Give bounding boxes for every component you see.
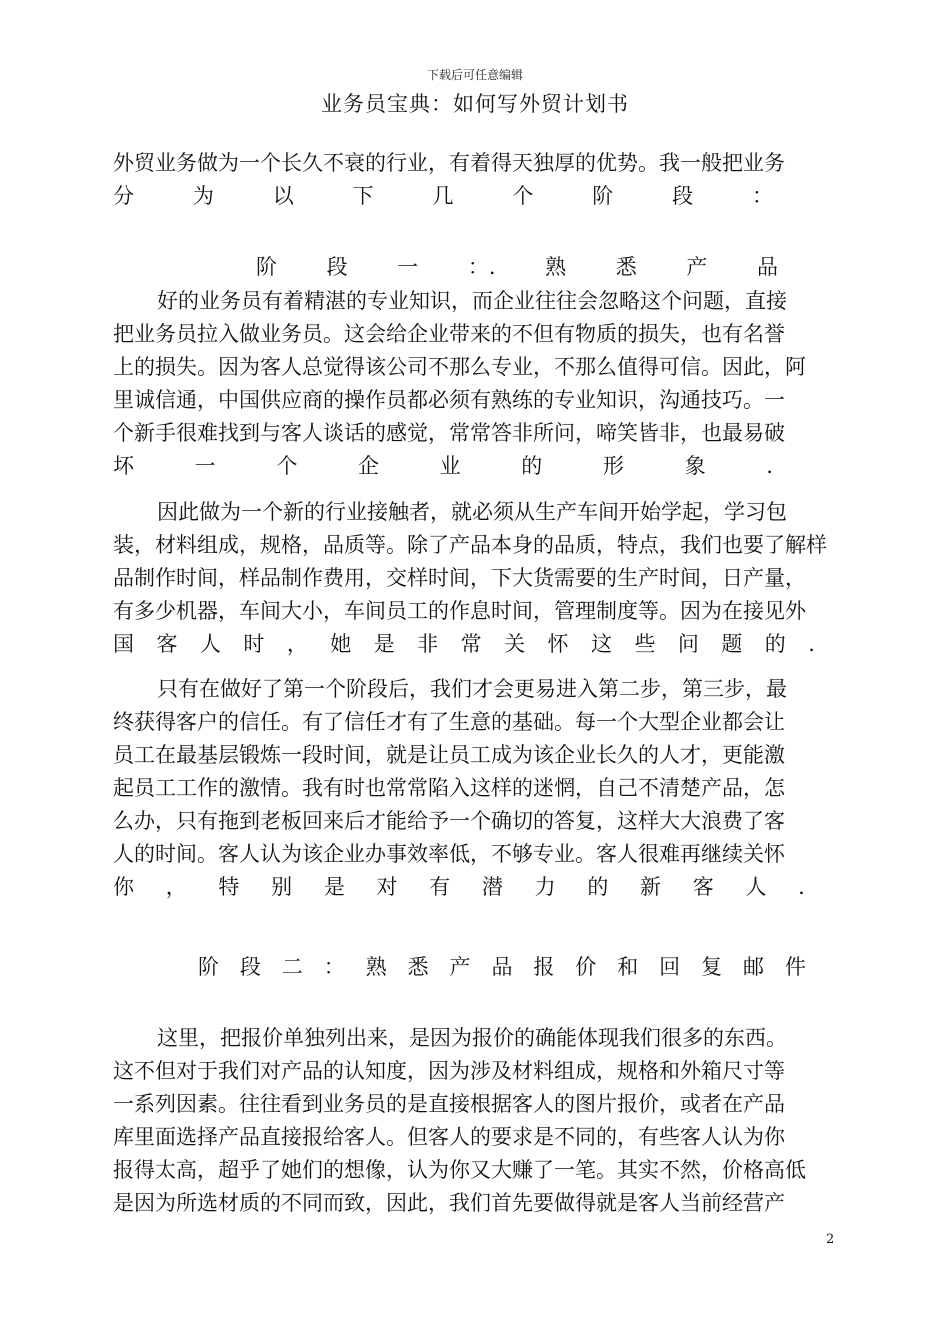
char: 产	[449, 955, 471, 979]
char: 潜	[481, 875, 503, 899]
paragraph-line: 品制作时间，样品制作费用，交样时间，下大货需要的生产时间，日产量，	[113, 566, 806, 590]
char: 象	[684, 454, 706, 478]
stage1-paragraph-1	[113, 285, 837, 483]
paragraph-line: 起员工工作的激情。我有时也常常陷入这样的迷惘，自己不清楚产品，怎	[113, 776, 785, 800]
char: 客	[156, 632, 178, 656]
char: 熟	[365, 955, 387, 979]
char: 你	[113, 875, 134, 899]
stage1-heading	[256, 251, 778, 284]
char: 时	[243, 632, 265, 656]
intro-line: 外贸业务做为一个长久不衰的行业，有着得天独厚的优势。我一般把业务	[113, 151, 785, 175]
char: 阶	[198, 955, 219, 979]
paragraph-line: 只有在做好了第一个阶段后，我们才会更易进入第二步，第三步，最	[157, 677, 787, 701]
char: 阶	[592, 184, 614, 208]
char: 价	[575, 955, 597, 979]
char: 坏	[113, 454, 134, 478]
char: 人	[745, 875, 767, 899]
paragraph-line: 因此做为一个新的行业接触者，就必须从生产车间开始学起，学习包	[157, 500, 787, 524]
char: ：	[752, 184, 773, 208]
char: 别	[271, 875, 293, 899]
paragraph-line: 这里，把报价单独列出来，是因为报价的确能体现我们很多的东西。	[157, 1026, 787, 1050]
paragraph-line: 终获得客户的信任。有了信任才有了生意的基础。每一个大型企业都会让	[113, 710, 785, 734]
char: 非	[417, 632, 439, 656]
paragraph-line: 一系列因素。往往看到业务员的是直接根据客人的图片报价，或者在产品	[113, 1092, 785, 1116]
char: 是	[373, 632, 395, 656]
char: 以	[272, 184, 294, 208]
paragraph-justified-line	[113, 450, 837, 483]
char: 邮	[742, 955, 764, 979]
stage1-paragraph-2	[113, 496, 837, 661]
paragraph-line: 把业务员拉入做业务员。这会给企业带来的不但有物质的损失，也有名誉	[113, 322, 785, 346]
char: 她	[330, 632, 352, 656]
char: ：	[323, 955, 345, 979]
paragraph-justified-line	[113, 871, 837, 904]
stage2-paragraph-1	[113, 1022, 837, 1220]
char: 段	[326, 255, 348, 279]
intro-paragraph	[113, 147, 837, 213]
char: 企	[357, 454, 379, 478]
char: 对	[376, 875, 398, 899]
char: 为	[192, 184, 214, 208]
char: 件	[784, 955, 806, 979]
char: .	[808, 632, 815, 656]
char: 怀	[547, 632, 569, 656]
paragraph-line: 这不但对于我们对产品的认知度，因为涉及材料组成，规格和外箱尺寸等	[113, 1059, 785, 1083]
paragraph-line: 上的损失。因为客人总觉得该公司不那么专业，不那么值得可信。因此，阿	[113, 355, 806, 379]
char: .	[798, 875, 805, 899]
stage2-heading	[198, 951, 806, 984]
char: 些	[634, 632, 656, 656]
char: 特	[218, 875, 240, 899]
char: 形	[602, 454, 624, 478]
paragraph-line: 员工在最基层锻炼一段时间，就是让员工成为该企业长久的人才，更能激	[113, 743, 785, 767]
char: 一	[397, 255, 419, 279]
char: 业	[439, 454, 461, 478]
char: 人	[199, 632, 221, 656]
char: ，	[286, 632, 308, 656]
char: 和	[617, 955, 639, 979]
char: 国	[113, 632, 134, 656]
char: 客	[692, 875, 714, 899]
char: 是	[323, 875, 345, 899]
char: 品	[756, 255, 778, 279]
char: 分	[113, 184, 134, 208]
paragraph-line: 个新手很难找到与客人谈话的感觉，常常答非所问，啼笑皆非，也最易破	[113, 421, 785, 445]
paragraph-line: 好的业务员有着精湛的专业知识，而企业往往会忽略这个问题，直接	[157, 289, 787, 313]
char: 这	[590, 632, 612, 656]
char: 回	[659, 955, 681, 979]
char: 常	[460, 632, 482, 656]
char: 段	[239, 955, 261, 979]
char: 的	[587, 875, 609, 899]
char: 个	[276, 454, 298, 478]
char: 品	[491, 955, 513, 979]
char: ，	[165, 875, 187, 899]
char: 复	[701, 955, 723, 979]
char: 力	[534, 875, 556, 899]
char: 二	[281, 955, 303, 979]
char: ：.	[467, 255, 496, 279]
char: 题	[721, 632, 743, 656]
paragraph-line: 装，材料组成，规格，品质等。除了产品本身的品质，特点，我们也要了解样	[113, 533, 827, 557]
char: 报	[533, 955, 555, 979]
paragraph-line: 有多少机器，车间大小，车间员工的作息时间，管理制度等。因为在接见外	[113, 599, 806, 623]
char: 段	[672, 184, 694, 208]
char: 下	[352, 184, 374, 208]
paragraph-line: 么办，只有拖到老板回来后才能给予一个确切的答复，这样大大浪费了客	[113, 809, 785, 833]
char: 个	[512, 184, 534, 208]
char: 悉	[407, 955, 429, 979]
char: 有	[429, 875, 451, 899]
char: 一	[194, 454, 216, 478]
char: .	[766, 454, 773, 478]
header-note: 下载后可任意编辑	[426, 68, 523, 82]
paragraph-line: 报得太高，超乎了她们的想像，认为你又大赚了一笔。其实不然，价格高低	[113, 1158, 806, 1182]
paragraph-line: 人的时间。客人认为该企业办事效率低，不够专业。客人很难再继续关怀	[113, 842, 785, 866]
char: 悉	[615, 255, 637, 279]
page-number: 2	[826, 1232, 835, 1247]
char: 熟	[545, 255, 567, 279]
paragraph-justified-line	[113, 628, 837, 661]
stage1-paragraph-3	[113, 673, 837, 904]
char: 的	[764, 632, 786, 656]
paragraph-line: 库里面选择产品直接报给客人。但客人的要求是不同的，有些客人认为你	[113, 1125, 785, 1149]
char: 阶	[256, 255, 277, 279]
char: 关	[504, 632, 526, 656]
char: 问	[677, 632, 699, 656]
page-title: 业务员宝典：如何写外贸计划书	[321, 92, 629, 116]
paragraph-line: 是因为所选材质的不同而致，因此，我们首先要做得就是客人当前经营产	[113, 1191, 785, 1215]
char: 的	[521, 454, 543, 478]
paragraph-line: 里诚信通，中国供应商的操作员都必须有熟练的专业知识，沟通技巧。一	[113, 388, 785, 412]
intro-justified-line	[113, 180, 837, 213]
char: 新	[640, 875, 662, 899]
char: 几	[432, 184, 454, 208]
char: 产	[686, 255, 708, 279]
